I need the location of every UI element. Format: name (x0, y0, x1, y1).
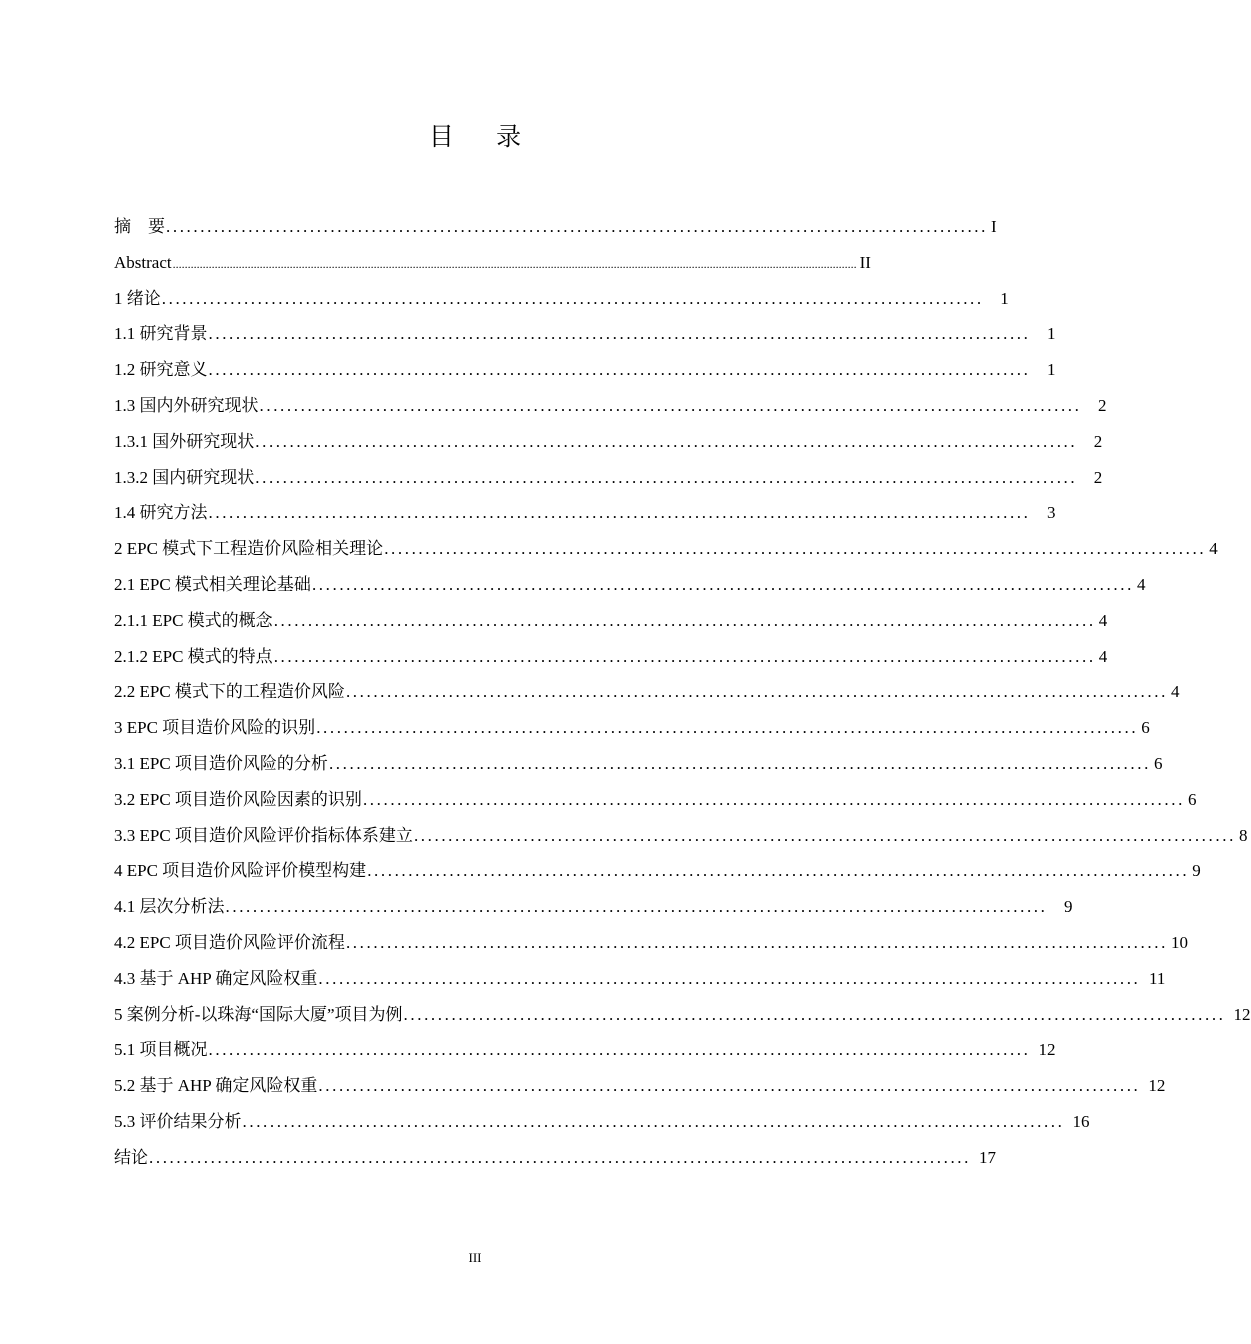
toc-entry-abstract-en[interactable] (114, 245, 871, 281)
footer-page-number: III (468, 1250, 482, 1265)
toc-entry[interactable] (114, 746, 1163, 782)
dot-leader: ........................................................................................................................ (149, 1147, 971, 1167)
toc-entry[interactable] (114, 603, 1108, 639)
toc-entry-label: 2 EPC 模式下工程造价风险相关理论 (114, 539, 384, 559)
toc-entry[interactable] (114, 567, 1146, 603)
toc-entry[interactable] (114, 889, 1073, 925)
dot-leader: ........................................................................................................................ (208, 503, 1031, 523)
toc-entry-page-number: 8 (1238, 825, 1248, 845)
toc-entry[interactable] (114, 710, 1150, 746)
toc-entry[interactable] (114, 316, 1056, 352)
toc-entry-page-number: 2 (1098, 395, 1107, 415)
dot-leader: ........................................................................................................................ (208, 324, 1031, 344)
toc-entry-label: 5.2 基于 AHP 确定风险权重 (114, 1076, 318, 1096)
toc-entry-page-number: 3 (1047, 503, 1056, 523)
toc-entry-label: 2.2 EPC 模式下的工程造价风险 (114, 682, 345, 702)
dot-leader: ........................................................................................................................ (242, 1111, 1065, 1131)
toc-entry-page-number: 12 (1038, 1040, 1056, 1060)
dot-leader: ........................................................................................................................ (345, 932, 1168, 952)
toc-entry-page-number: 1 (1047, 324, 1056, 344)
toc-entry[interactable] (114, 961, 1166, 997)
toc-entry-page-number: 4 (1098, 646, 1108, 666)
toc-entry-label: 3.1 EPC 项目造价风险的分析 (114, 753, 328, 773)
toc-entry-page-number: 12 (1148, 1076, 1166, 1096)
dot-leader: ........................................................................................................................ (362, 789, 1185, 809)
toc-entry-label: 3 EPC 项目造价风险的识别 (114, 718, 316, 738)
toc-entry-label: 2.1 EPC 模式相关理论基础 (114, 574, 311, 594)
toc-entry-page-number: 12 (1233, 1004, 1251, 1024)
toc-entry-page-number: I (991, 217, 997, 236)
toc-entry[interactable] (114, 1032, 1056, 1068)
toc-entry-label: 1.3 国内外研究现状 (114, 395, 259, 415)
dot-leader: .................................................................................................................................................................................................................................... (172, 256, 857, 271)
dot-leader: ........................................................................................................................ (384, 539, 1207, 559)
toc-entry-label: 结论 (114, 1147, 148, 1167)
toc-entry[interactable] (114, 460, 1103, 496)
dot-leader: ........................................................................................................................ (166, 217, 988, 236)
dot-leader: ........................................................................................................................ (318, 968, 1141, 988)
toc-entry-label: 2.1.2 EPC 模式的特点 (114, 646, 273, 666)
toc-entry-page-number: 10 (1170, 932, 1188, 952)
toc-entry-label: 1 绪论 (114, 288, 161, 308)
toc-entry[interactable] (114, 388, 1107, 424)
dot-leader: ........................................................................................................................ (255, 467, 1078, 487)
page-title: 目 录 (428, 124, 540, 151)
toc-entry[interactable] (114, 281, 1009, 317)
dot-leader: ........................................................................................................................ (255, 431, 1078, 451)
toc-entry[interactable] (114, 639, 1108, 675)
dot-leader: ........................................................................................................................ (208, 1040, 1031, 1060)
toc-entry-page-number: 4 (1209, 539, 1218, 559)
toc-entry-label: 4.2 EPC 项目造价风险评价流程 (114, 932, 345, 952)
toc-entry-page-number: 1 (1047, 360, 1056, 380)
toc-entry-label: 摘 要 (114, 217, 165, 236)
toc-entry-abstract-cn[interactable] (114, 209, 997, 245)
toc-entry[interactable] (114, 1140, 996, 1176)
toc-entry-page-number: 4 (1098, 610, 1108, 630)
table-of-contents (114, 209, 1251, 1176)
toc-entry[interactable] (114, 424, 1103, 460)
toc-entry-label: 1.3.1 国外研究现状 (114, 431, 255, 451)
toc-entry-page-number: 2 (1093, 431, 1103, 451)
toc-entry[interactable] (114, 997, 1251, 1033)
dot-leader: ........................................................................................................................ (318, 1076, 1141, 1096)
toc-entry[interactable] (114, 674, 1180, 710)
toc-entry-page-number: 2 (1093, 467, 1103, 487)
toc-entry-label: 4 EPC 项目造价风险评价模型构建 (114, 861, 367, 881)
toc-entry-label: 3.2 EPC 项目造价风险因素的识别 (114, 789, 362, 809)
dot-leader: ........................................................................................................................ (316, 718, 1139, 738)
toc-entry-page-number: II (859, 252, 871, 272)
toc-entry-label: 3.3 EPC 项目造价风险评价指标体系建立 (114, 825, 413, 845)
toc-entry-page-number: 6 (1187, 789, 1197, 809)
toc-entry-label: 4.3 基于 AHP 确定风险权重 (114, 968, 318, 988)
toc-entry-page-number: 11 (1149, 968, 1166, 988)
toc-entry[interactable] (114, 818, 1248, 854)
toc-entry[interactable] (114, 352, 1056, 388)
toc-entry[interactable] (114, 1104, 1090, 1140)
toc-entry-label: 1.3.2 国内研究现状 (114, 467, 255, 487)
toc-entry-page-number: 9 (1064, 897, 1073, 917)
toc-entry-page-number: 4 (1136, 574, 1146, 594)
dot-leader: ........................................................................................................................ (225, 897, 1048, 917)
toc-entry-label: 5.3 评价结果分析 (114, 1111, 242, 1131)
toc-entry[interactable] (114, 782, 1197, 818)
toc-entry-page-number: 1 (1000, 288, 1009, 308)
dot-leader: ........................................................................................................................ (161, 288, 984, 308)
toc-entry-label: 4.1 层次分析法 (114, 897, 225, 917)
toc-entry-label: 5.1 项目概况 (114, 1040, 208, 1060)
dot-leader: ........................................................................................................................ (328, 753, 1151, 773)
toc-entry[interactable] (114, 1068, 1166, 1104)
dot-leader: ........................................................................................................................ (273, 610, 1096, 630)
toc-entry-page-number: 4 (1170, 682, 1180, 702)
toc-entry[interactable] (114, 495, 1056, 531)
toc-entry-label: 1.1 研究背景 (114, 324, 208, 344)
dot-leader: ........................................................................................................................ (413, 825, 1236, 845)
toc-entry-label: 1.4 研究方法 (114, 503, 208, 523)
toc-entry-label: 2.1.1 EPC 模式的概念 (114, 610, 273, 630)
dot-leader: ........................................................................................................................ (259, 395, 1082, 415)
dot-leader: ........................................................................................................................ (208, 360, 1031, 380)
toc-entry-label: Abstract (114, 252, 172, 272)
toc-entry[interactable] (114, 925, 1188, 961)
toc-entry-page-number: 17 (979, 1147, 996, 1167)
dot-leader: ........................................................................................................................ (273, 646, 1096, 666)
dot-leader: ........................................................................................................................ (311, 574, 1134, 594)
toc-entry-label: 1.2 研究意义 (114, 360, 208, 380)
dot-leader: ........................................................................................................................ (403, 1004, 1226, 1024)
toc-entry[interactable] (114, 853, 1201, 889)
toc-entry-page-number: 6 (1141, 718, 1150, 738)
toc-entry[interactable] (114, 531, 1218, 567)
toc-entry-page-number: 6 (1153, 753, 1163, 773)
dot-leader: ........................................................................................................................ (367, 861, 1190, 881)
dot-leader: ........................................................................................................................ (345, 682, 1168, 702)
toc-entry-page-number: 16 (1072, 1111, 1090, 1131)
toc-entry-page-number: 9 (1192, 861, 1201, 881)
toc-entry-label: 5 案例分析-以珠海“国际大厦”项目为例 (114, 1004, 403, 1024)
